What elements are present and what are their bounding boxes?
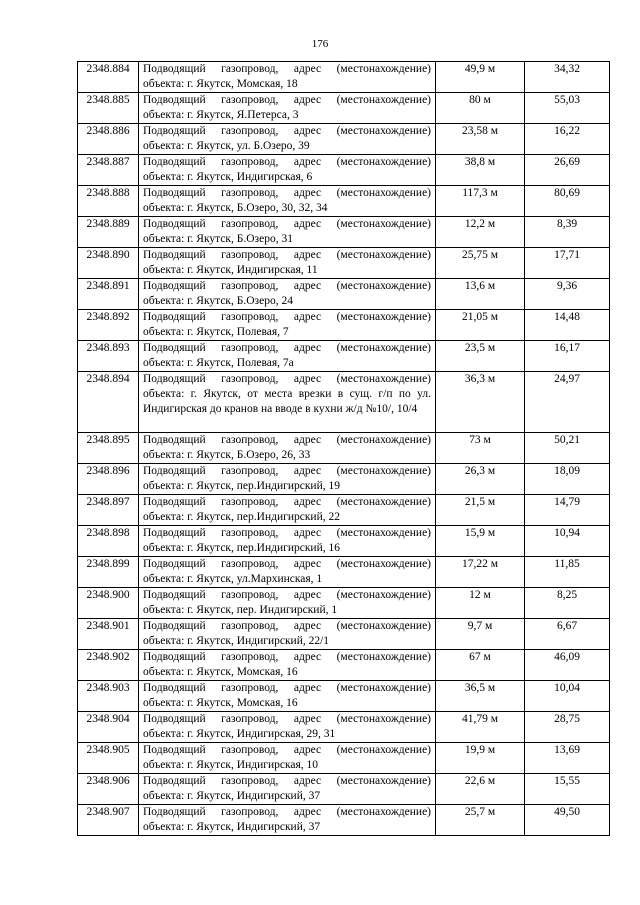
row-value: 50,21 [525,433,610,464]
row-value: 14,79 [525,495,610,526]
row-object-name: Подводящий газопровод, адрес (местонахождение) объекта: г. Якутск, ул.Мархинская, 1 [139,557,436,588]
row-object-name: Подводящий газопровод, адрес (местонахождение) объекта: г. Якутск, пер. Индигирский, 1 [139,588,436,619]
row-value: 9,36 [525,279,610,310]
row-number: 2348.899 [78,557,139,588]
table-row [78,93,610,124]
row-number: 2348.885 [78,93,139,124]
row-object-name: Подводящий газопровод, адрес (местонахождение) объекта: г. Якутск, ул. Б.Озеро, 39 [139,124,436,155]
row-number: 2348.897 [78,495,139,526]
table-row [78,557,610,588]
row-number: 2348.905 [78,743,139,774]
row-value: 8,39 [525,217,610,248]
page-number: 176 [311,38,329,50]
row-object-name: Подводящий газопровод, адрес (местонахождение) объекта: г. Якутск, Б.Озеро, 31 [139,217,436,248]
row-number: 2348.904 [78,712,139,743]
row-object-name: Подводящий газопровод, адрес (местонахождение) объекта: г. Якутск, Индигирская, 6 [139,155,436,186]
row-number: 2348.898 [78,526,139,557]
row-object-name: Подводящий газопровод, адрес (местонахождение) объекта: г. Якутск, Индигирская, 11 [139,248,436,279]
row-object-name: Подводящий газопровод, адрес (местонахождение) объекта: г. Якутск, Индигирский, 37 [139,805,436,836]
row-number: 2348.896 [78,464,139,495]
row-value: 16,17 [525,341,610,372]
row-value: 46,09 [525,650,610,681]
row-value: 24,97 [525,372,610,433]
row-object-name: Подводящий газопровод, адрес (местонахождение) объекта: г. Якутск, Полевая, 7 [139,310,436,341]
row-number: 2348.895 [78,433,139,464]
row-length: 36,3 м [436,372,525,433]
row-object-name: Подводящий газопровод, адрес (местонахождение) объекта: г. Якутск, Индигирский, 22/1 [139,619,436,650]
row-length: 22,6 м [436,774,525,805]
row-length: 21,05 м [436,310,525,341]
table-row [78,279,610,310]
table-row [78,217,610,248]
row-number: 2348.906 [78,774,139,805]
table-row [78,526,610,557]
table-row [78,155,610,186]
row-value: 49,50 [525,805,610,836]
row-number: 2348.884 [78,62,139,93]
row-length: 49,9 м [436,62,525,93]
row-value: 18,09 [525,464,610,495]
row-value: 10,94 [525,526,610,557]
row-number: 2348.894 [78,372,139,433]
table-row [78,433,610,464]
row-value: 26,69 [525,155,610,186]
table-row [78,495,610,526]
row-length: 73 м [436,433,525,464]
row-length: 9,7 м [436,619,525,650]
row-number: 2348.900 [78,588,139,619]
row-value: 15,55 [525,774,610,805]
row-object-name: Подводящий газопровод, адрес (местонахождение) объекта: г. Якутск, Момская, 16 [139,650,436,681]
row-value: 16,22 [525,124,610,155]
row-number: 2348.892 [78,310,139,341]
row-object-name: Подводящий газопровод, адрес (местонахождение) объекта: г. Якутск, Индигирский, 37 [139,774,436,805]
table-row [78,341,610,372]
row-length: 19,9 м [436,743,525,774]
row-object-name: Подводящий газопровод, адрес (местонахождение) объекта: г. Якутск, от места врезки в сущ. г/п по ул. Индигирская до кранов на вводе в кухни ж/д №10/, 10/4 [139,372,436,433]
registry-table [77,61,610,836]
row-length: 13,6 м [436,279,525,310]
row-number: 2348.903 [78,681,139,712]
row-length: 36,5 м [436,681,525,712]
table-row [78,310,610,341]
table-row [78,124,610,155]
row-number: 2348.889 [78,217,139,248]
row-number: 2348.901 [78,619,139,650]
row-value: 80,69 [525,186,610,217]
row-number: 2348.890 [78,248,139,279]
table-row [78,588,610,619]
row-value: 11,85 [525,557,610,588]
table-row [78,619,610,650]
row-value: 8,25 [525,588,610,619]
table-row [78,372,610,433]
row-number: 2348.888 [78,186,139,217]
row-length: 23,58 м [436,124,525,155]
row-number: 2348.887 [78,155,139,186]
row-length: 38,8 м [436,155,525,186]
row-length: 26,3 м [436,464,525,495]
table-row [78,464,610,495]
row-object-name: Подводящий газопровод, адрес (местонахождение) объекта: г. Якутск, Индигирская, 29, 31 [139,712,436,743]
row-length: 12 м [436,588,525,619]
row-number: 2348.902 [78,650,139,681]
row-value: 17,71 [525,248,610,279]
row-object-name: Подводящий газопровод, адрес (местонахождение) объекта: г. Якутск, пер.Индигирский, 16 [139,526,436,557]
row-length: 17,22 м [436,557,525,588]
table-row [78,650,610,681]
row-value: 13,69 [525,743,610,774]
row-length: 12,2 м [436,217,525,248]
row-value: 34,32 [525,62,610,93]
row-length: 41,79 м [436,712,525,743]
table-row [78,805,610,836]
row-value: 10,04 [525,681,610,712]
row-length: 15,9 м [436,526,525,557]
row-value: 55,03 [525,93,610,124]
table-row [78,712,610,743]
row-value: 6,67 [525,619,610,650]
row-length: 23,5 м [436,341,525,372]
row-number: 2348.886 [78,124,139,155]
table-row [78,62,610,93]
row-object-name: Подводящий газопровод, адрес (местонахождение) объекта: г. Якутск, Полевая, 7а [139,341,436,372]
row-length: 117,3 м [436,186,525,217]
row-length: 25,7 м [436,805,525,836]
row-value: 28,75 [525,712,610,743]
row-object-name: Подводящий газопровод, адрес (местонахождение) объекта: г. Якутск, Б.Озеро, 24 [139,279,436,310]
row-object-name: Подводящий газопровод, адрес (местонахождение) объекта: г. Якутск, пер.Индигирский, 19 [139,464,436,495]
row-length: 67 м [436,650,525,681]
row-object-name: Подводящий газопровод, адрес (местонахождение) объекта: г. Якутск, Б.Озеро, 26, 33 [139,433,436,464]
row-object-name: Подводящий газопровод, адрес (местонахождение) объекта: г. Якутск, Момская, 18 [139,62,436,93]
row-length: 21,5 м [436,495,525,526]
table-row [78,186,610,217]
row-number: 2348.907 [78,805,139,836]
table-row [78,774,610,805]
row-object-name: Подводящий газопровод, адрес (местонахождение) объекта: г. Якутск, Я.Петерса, 3 [139,93,436,124]
row-length: 25,75 м [436,248,525,279]
row-value: 14,48 [525,310,610,341]
row-number: 2348.891 [78,279,139,310]
row-object-name: Подводящий газопровод, адрес (местонахождение) объекта: г. Якутск, Индигирская, 10 [139,743,436,774]
registry-table-body [78,62,610,836]
row-object-name: Подводящий газопровод, адрес (местонахождение) объекта: г. Якутск, Б.Озеро, 30, 32, 34 [139,186,436,217]
table-row [78,248,610,279]
row-length: 80 м [436,93,525,124]
row-number: 2348.893 [78,341,139,372]
row-object-name: Подводящий газопровод, адрес (местонахождение) объекта: г. Якутск, пер.Индигирский, 22 [139,495,436,526]
row-object-name: Подводящий газопровод, адрес (местонахождение) объекта: г. Якутск, Момская, 16 [139,681,436,712]
table-row [78,743,610,774]
table-row [78,681,610,712]
